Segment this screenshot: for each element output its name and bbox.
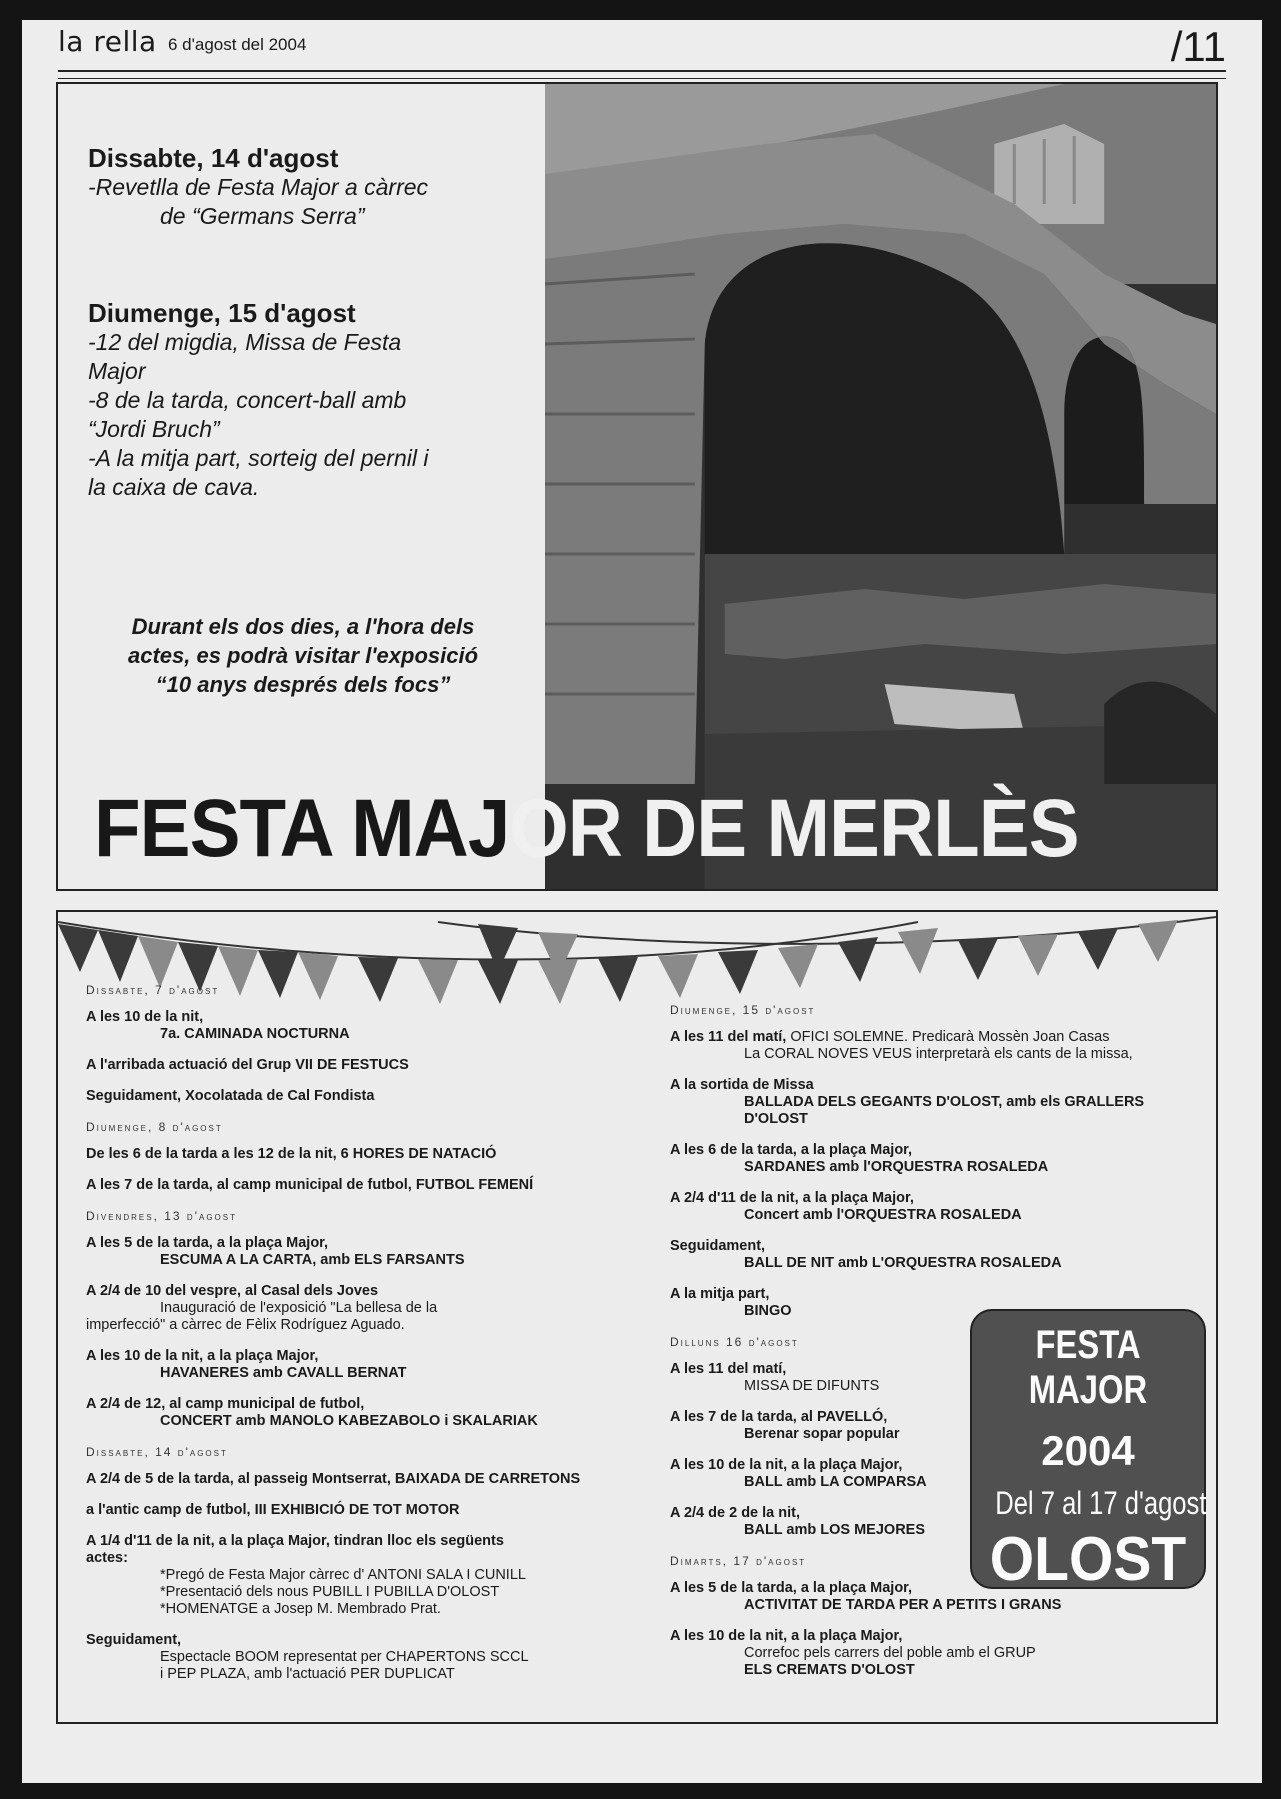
item-time: A 1/4 d'11 de la nit, a la plaça Major, tindran lloc els següents bbox=[86, 1533, 504, 1549]
program-left-column bbox=[86, 982, 616, 1697]
merles-section bbox=[56, 82, 1218, 891]
item-activity: i PEP PLAZA, amb l'actuació PER DUPLICAT bbox=[160, 1666, 455, 1682]
program-item bbox=[86, 1502, 616, 1519]
item-activity: Concert amb l'ORQUESTRA ROSALEDA bbox=[744, 1207, 1022, 1223]
program-day-heading: Dissabte, 14 d'agost bbox=[86, 1445, 228, 1459]
item-activity: ELS CREMATS D'OLOST bbox=[744, 1662, 915, 1678]
program-item bbox=[670, 1142, 1200, 1176]
event-line: de “Germans Serra” bbox=[160, 203, 365, 229]
page-header bbox=[58, 25, 1226, 75]
item-activity: CONCERT amb MANOLO KABEZABOLO i SKALARIAK bbox=[160, 1413, 538, 1429]
program-item bbox=[670, 1238, 1200, 1272]
event-day-heading: Dissabte, 14 d'agost bbox=[88, 143, 339, 173]
item-activity: SARDANES amb l'ORQUESTRA ROSALEDA bbox=[744, 1159, 1049, 1175]
item-time: A les 10 de la nit, a la plaça Major, bbox=[670, 1457, 903, 1473]
program-item bbox=[670, 1190, 1200, 1224]
item-time: A 2/4 d'11 de la nit, a la plaça Major, bbox=[670, 1190, 914, 1206]
item-activity: La CORAL NOVES VEUS interpretarà els cants de la missa, bbox=[744, 1046, 1133, 1062]
olost-program-section bbox=[56, 910, 1218, 1724]
newspaper-page bbox=[22, 20, 1262, 1783]
item-activity: imperfecció" a càrrec de Fèlix Rodríguez Aguado. bbox=[86, 1317, 405, 1333]
note-line: actes, es podrà visitar l'exposició bbox=[127, 643, 479, 668]
program-item bbox=[670, 1029, 1200, 1063]
item-activity: Inauguració de l'exposició "La bellesa de la bbox=[160, 1300, 438, 1316]
item-activity: *HOMENATGE a Josep M. Membrado Prat. bbox=[160, 1601, 441, 1617]
badge-town: OLOST bbox=[989, 1525, 1187, 1594]
item-time: A la mitja part, bbox=[670, 1286, 770, 1302]
item-time: a l'antic camp de futbol, III EXHIBICIÓ DE TOT MOTOR bbox=[86, 1502, 460, 1518]
item-time: A l'arribada actuació del Grup VII DE FESTUCS bbox=[86, 1057, 409, 1073]
item-time: A les 7 de la tarda, al camp municipal de futbol, FUTBOL FEMENÍ bbox=[86, 1177, 534, 1193]
program-item bbox=[86, 1235, 616, 1269]
item-time: Seguidament, bbox=[670, 1238, 766, 1254]
festa-major-merles-title bbox=[94, 782, 1079, 876]
badge-year: 2004 bbox=[1041, 1427, 1135, 1474]
program-item bbox=[86, 1396, 616, 1430]
program-day-heading: Diumenge, 8 d'agost bbox=[86, 1120, 223, 1134]
title-light-part: OR DE MERLÈS bbox=[509, 783, 1079, 874]
item-time: A les 10 de la nit, a la plaça Major, bbox=[86, 1348, 319, 1364]
program-item bbox=[86, 1348, 616, 1382]
item-activity: BALL amb LA COMPARSA bbox=[744, 1474, 927, 1490]
program-item bbox=[86, 1009, 616, 1043]
item-activity: BALLADA DELS GEGANTS D'OLOST, amb els GRALLERS D'OLOST bbox=[744, 1094, 1145, 1127]
header-rule bbox=[58, 70, 1226, 72]
item-activity: Berenar sopar popular bbox=[744, 1426, 900, 1442]
item-activity: Correfoc pels carrers del poble amb el GRUP bbox=[744, 1645, 1036, 1661]
program-day-heading: Dilluns 16 d'agost bbox=[670, 1335, 799, 1349]
item-time: A 2/4 de 5 de la tarda, al passeig Montserrat, BAIXADA DE CARRETONS bbox=[86, 1471, 581, 1487]
issue-date: 6 d'agost del 2004 bbox=[168, 35, 307, 54]
item-time: A les 11 del matí, bbox=[670, 1361, 787, 1377]
program-day-heading: Divendres, 13 d'agost bbox=[86, 1209, 237, 1223]
program-item bbox=[86, 1146, 616, 1163]
note-line: “10 anys després dels focs” bbox=[155, 672, 451, 697]
item-activity: ESCUMA A LA CARTA, amb ELS FARSANTS bbox=[160, 1252, 465, 1268]
program-item bbox=[670, 1628, 1200, 1679]
festa-major-olost-badge bbox=[970, 1309, 1207, 1594]
program-item bbox=[670, 1077, 1200, 1128]
item-activity: *Pregó de Festa Major càrrec d' ANTONI SALA I CUNILL bbox=[160, 1567, 526, 1583]
item-activity: Espectacle BOOM representat per CHAPERTONS SCCL bbox=[160, 1649, 529, 1665]
page-number: /11 bbox=[1170, 23, 1226, 70]
badge-line: FESTA MAJOR bbox=[1028, 1323, 1148, 1412]
program-day-heading: Diumenge, 15 d'agost bbox=[670, 1003, 816, 1017]
item-time: A 2/4 de 12, al camp municipal de futbol, bbox=[86, 1396, 365, 1412]
event-line: Major bbox=[88, 358, 146, 384]
item-time: A les 10 de la nit, bbox=[86, 1009, 204, 1025]
item-time: De les 6 de la tarda a les 12 de la nit, 6 HORES DE NATACIÓ bbox=[86, 1146, 497, 1162]
program-item bbox=[86, 1632, 616, 1683]
item-activity: *Presentació dels nous PUBILL I PUBILLA D'OLOST bbox=[160, 1584, 500, 1600]
program-item bbox=[86, 1057, 616, 1074]
item-time: Seguidament, Xocolatada de Cal Fondista bbox=[86, 1088, 375, 1104]
item-time: A les 7 de la tarda, al PAVELLÓ, bbox=[670, 1409, 888, 1425]
exhibition-note bbox=[88, 612, 518, 699]
event-day-heading: Diumenge, 15 d'agost bbox=[88, 298, 356, 328]
item-activity: BINGO bbox=[744, 1303, 792, 1319]
program-item bbox=[86, 1088, 616, 1105]
item-time: actes: bbox=[86, 1550, 128, 1566]
item-time: A les 5 de la tarda, a la plaça Major, bbox=[670, 1580, 913, 1596]
program-item bbox=[86, 1283, 616, 1334]
event-line: “Jordi Bruch” bbox=[88, 416, 220, 442]
event-sunday bbox=[88, 299, 508, 502]
title-dark-part: FESTA MAJ bbox=[94, 783, 510, 874]
item-time: A les 10 de la nit, a la plaça Major, bbox=[670, 1628, 903, 1644]
item-activity: ACTIVITAT DE TARDA PER A PETITS I GRANS bbox=[744, 1597, 1062, 1613]
item-activity: MISSA DE DIFUNTS bbox=[744, 1378, 880, 1394]
item-activity: BALL amb LOS MEJORES bbox=[744, 1522, 926, 1538]
item-activity: 7a. CAMINADA NOCTURNA bbox=[160, 1026, 350, 1042]
program-day-heading: Dissabte, 7 d'agost bbox=[86, 983, 220, 997]
item-activity: BALL DE NIT amb L'ORQUESTRA ROSALEDA bbox=[744, 1255, 1062, 1271]
item-time: A 2/4 de 2 de la nit, bbox=[670, 1505, 801, 1521]
event-saturday bbox=[88, 144, 508, 231]
item-time: A les 5 de la tarda, a la plaça Major, bbox=[86, 1235, 329, 1251]
badge-dates: Del 7 al 17 d'agost bbox=[995, 1485, 1207, 1521]
program-item bbox=[86, 1177, 616, 1194]
item-activity: OFICI SOLEMNE. Predicarà Mossèn Joan Casas bbox=[786, 1029, 1110, 1045]
program-day-heading: Dimarts, 17 d'agost bbox=[670, 1554, 807, 1568]
header-rule-thin bbox=[58, 78, 1226, 79]
item-time: A les 11 del matí, bbox=[670, 1029, 787, 1045]
event-line: la caixa de cava. bbox=[88, 474, 260, 500]
program-item bbox=[86, 1533, 616, 1618]
note-line: Durant els dos dies, a l'hora dels bbox=[131, 614, 475, 639]
event-line: -A la mitja part, sorteig del pernil i bbox=[88, 445, 429, 471]
program-item bbox=[86, 1471, 616, 1488]
item-time: A la sortida de Missa bbox=[670, 1077, 814, 1093]
masthead: la rella bbox=[58, 25, 157, 58]
event-line: -Revetlla de Festa Major a càrrec bbox=[88, 174, 429, 200]
event-line: -8 de la tarda, concert-ball amb bbox=[88, 387, 407, 413]
item-time: A les 6 de la tarda, a la plaça Major, bbox=[670, 1142, 913, 1158]
event-line: -12 del migdia, Missa de Festa bbox=[88, 329, 402, 355]
bridge-photo bbox=[545, 84, 1216, 889]
item-time: A 2/4 de 10 del vespre, al Casal dels Joves bbox=[86, 1283, 379, 1299]
item-time: Seguidament, bbox=[86, 1632, 182, 1648]
item-activity: HAVANERES amb CAVALL BERNAT bbox=[160, 1365, 407, 1381]
